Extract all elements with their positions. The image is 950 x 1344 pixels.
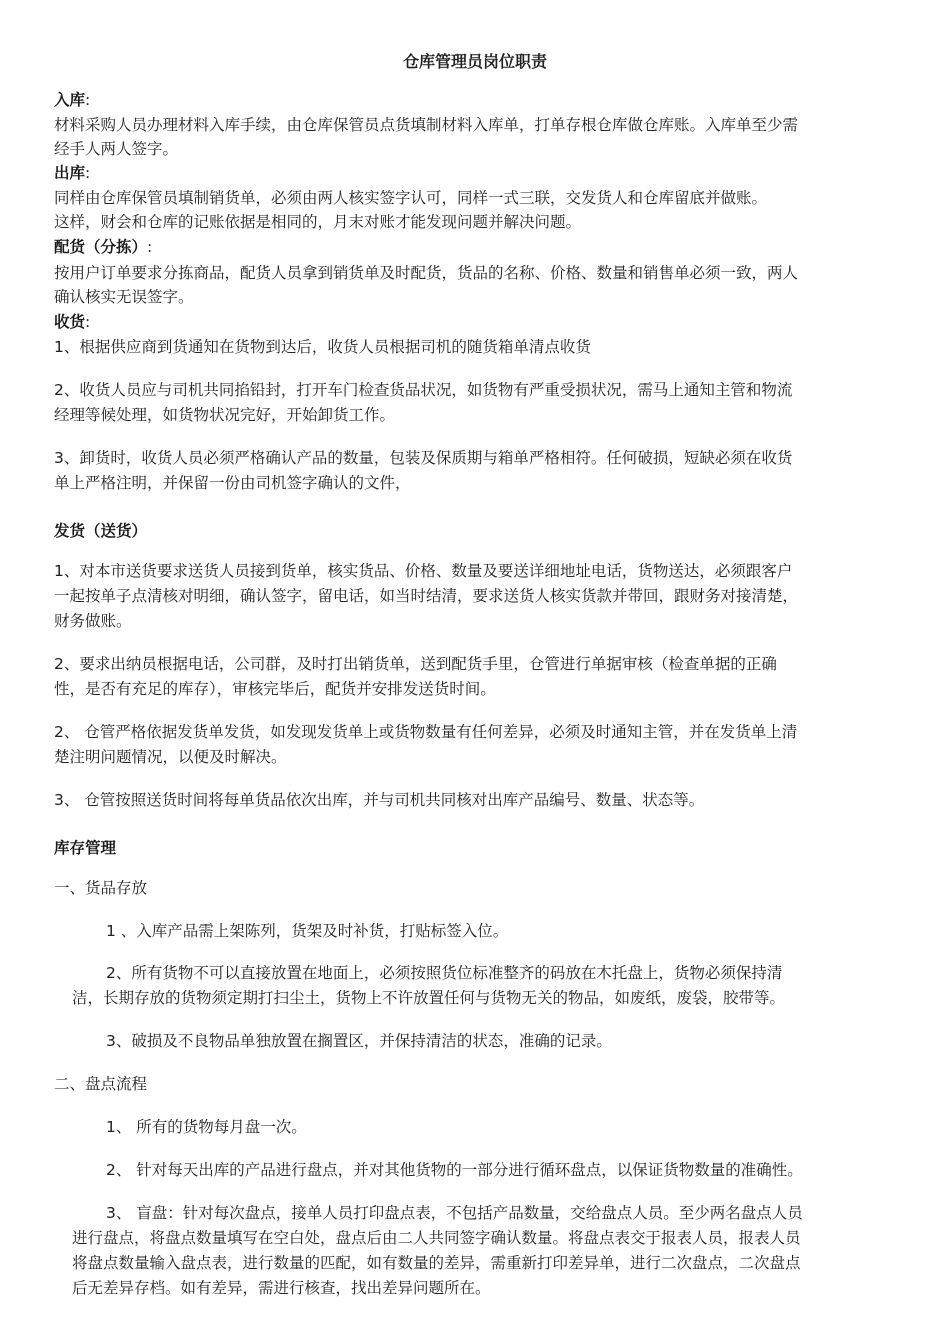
receiving-heading-line (54, 311, 904, 333)
stocktake-heading: 二、盘点流程 (54, 1075, 148, 1093)
receiving-item-1: 1、根据供应商到货通知在货物到达后，收货人员根据司机的随货箱单清点收货 (54, 338, 591, 356)
storage-item-1: 1 、入库产品需上架陈列，货架及时补货，打贴标签入位。 (106, 922, 509, 940)
storage-item-2-line-2: 洁，长期存放的货物须定期打扫尘土，货物上不许放置任何与货物无关的物品，如废纸，废袋，胶带等。 (72, 989, 786, 1007)
stocktake-item-3-line-2: 进行盘点，将盘点数量填写在空白处，盘点后由二人共同签字确认数量。将盘点表交于报表人员，报表人员 (72, 1229, 801, 1247)
stocktake-item-2: 2、 针对每天出库的产品进行盘点，并对其他货物的一部分进行循环盘点，以保证货物数量的准确性。 (106, 1161, 803, 1179)
outbound-colon: : (85, 164, 91, 182)
outbound-line-1: 同样由仓库保管员填制销货单，必须由两人核实签字认可，同样一式三联，交发货人和仓库留底并做账。 (54, 189, 768, 207)
receiving-item-2-line-2: 经理等候处理，如货物状况完好，开始卸货工作。 (54, 406, 396, 424)
picking-colon: : (147, 238, 153, 256)
receiving-item-3-line-1: 3、卸货时，收货人员必须严格确认产品的数量，包装及保质期与箱单严格相符。任何破损，短缺必须在收货 (54, 449, 793, 467)
outbound-heading: 出库 (54, 164, 86, 182)
receiving-item-2-line-1: 2、收货人员应与司机共同掐铅封，打开车门检查货品状况，如货物有严重受损状况，需马上通知主管和物流 (54, 381, 793, 399)
inventory-heading: 库存管理 (54, 839, 117, 857)
storage-item-2-line-1: 2、所有货物不可以直接放置在地面上，必须按照货位标准整齐的码放在木托盘上，货物必须保持清 (106, 964, 783, 982)
receiving-heading: 收货 (54, 313, 86, 331)
stocktake-item-3-line-1: 3、 盲盘：针对每次盘点，接单人员打印盘点表，不包括产品数量，交给盘点人员。至少两名盘点人员 (106, 1204, 803, 1222)
stocktake-item-3-line-3: 将盘点数量输入盘点表，进行数量的匹配，如有数量的差异，需重新打印差异单，进行二次盘点，二次盘点 (72, 1254, 801, 1272)
inbound-line-1: 材料采购人员办理材料入库手续，由仓库保管员点货填制材料入库单，打单存根仓库做仓库账。入库单至少需 (54, 116, 799, 134)
delivery-item-2-line-2: 性，是否有充足的库存），审核完毕后，配货并安排发送货时间。 (54, 680, 496, 698)
receiving-colon: : (85, 313, 91, 331)
delivery-item-1-line-1: 1、对本市送货要求送货人员接到货单，核实货品、价格、数量及要送详细地址电话，货物送达，必须跟客户 (54, 562, 793, 580)
stocktake-item-3-line-4: 后无差异存档。如有差异，需进行核查，找出差异问题所在。 (72, 1279, 491, 1297)
picking-line-1: 按用户订单要求分拣商品，配货人员拿到销货单及时配货，货品的名称、价格、数量和销售单必须一致，两人 (54, 264, 799, 282)
storage-heading: 一、货品存放 (54, 879, 148, 897)
stocktake-item-1: 1、 所有的货物每月盘一次。 (106, 1118, 307, 1136)
outbound-heading-line (54, 162, 904, 184)
delivery-item-2-line-1: 2、要求出纳员根据电话，公司群，及时打出销货单，送到配货手里，仓管进行单据审核（检查单据的正确 (54, 655, 777, 673)
inbound-heading: 入库 (54, 91, 86, 109)
picking-heading: 配货（分拣） (54, 238, 148, 256)
delivery-heading: 发货（送货） (54, 522, 148, 540)
inbound-line-2: 经手人两人签字。 (54, 140, 179, 158)
inbound-colon: : (85, 91, 91, 109)
picking-line-2: 确认核实无误签字。 (54, 288, 194, 306)
delivery-item-1-line-3: 财务做账。 (54, 612, 132, 630)
delivery-item-3-line-1: 2、 仓管严格依据发货单发货，如发现发货单上或货物数量有任何差异，必须及时通知主管，并在发货单上清 (54, 723, 798, 741)
document-title: 仓库管理员岗位职责 (402, 52, 547, 71)
inbound-heading-line (54, 89, 904, 111)
picking-heading-line (54, 236, 904, 258)
delivery-item-1-line-2: 一起按单子点清核对明细，确认签字，留电话，如当时结清，要求送货人核实货款并带回，跟财务对接清楚， (54, 587, 799, 605)
storage-item-3: 3、破损及不良物品单独放置在搁置区，并保持清洁的状态，准确的记录。 (106, 1032, 612, 1050)
delivery-item-4: 3、 仓管按照送货时间将每单货品依次出库，并与司机共同核对出库产品编号、数量、状态等。 (54, 791, 705, 809)
receiving-item-3-line-2: 单上严格注明，并保留一份由司机签字确认的文件， (54, 474, 411, 492)
delivery-item-3-line-2: 楚注明问题情况，以便及时解决。 (54, 748, 287, 766)
outbound-line-2: 这样，财会和仓库的记账依据是相同的，月末对账才能发现问题并解决问题。 (54, 213, 582, 231)
